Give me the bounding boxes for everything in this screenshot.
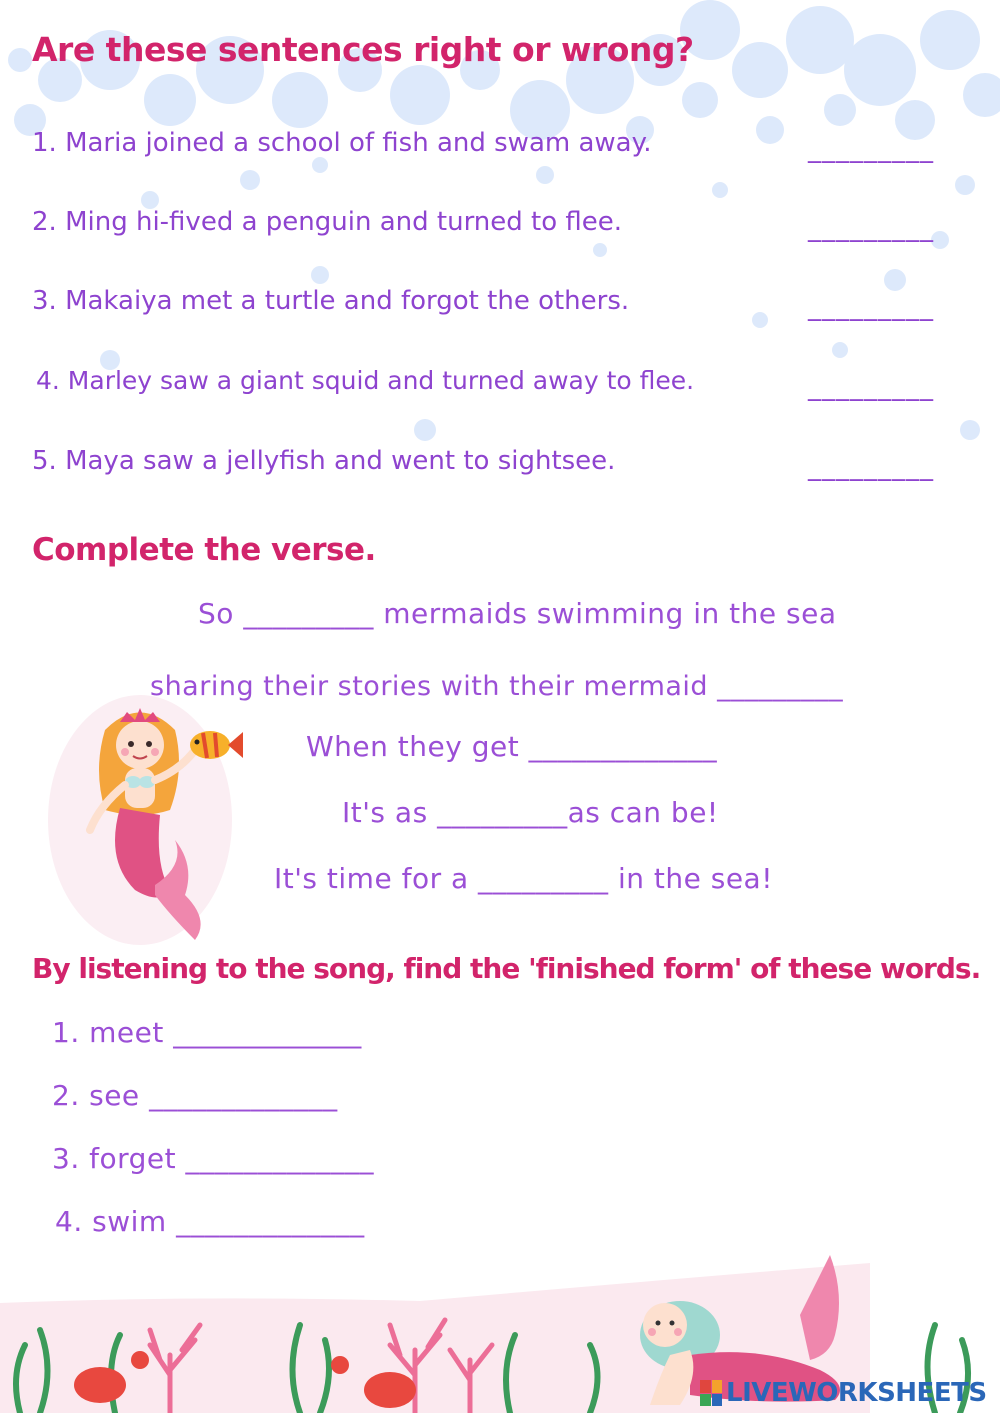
verse-line-5-before: It's time for a <box>274 862 479 895</box>
word-item-3 <box>52 1142 374 1175</box>
word-blank-2[interactable]: _____________ <box>149 1079 338 1112</box>
answer-blank-5[interactable]: _________ <box>808 452 934 482</box>
verse-line-1-after: mermaids swimming in the sea <box>373 597 837 630</box>
verse-line-3-before: When they get <box>306 730 529 763</box>
verse-line-2-before: sharing their stories with their mermaid <box>150 671 718 702</box>
verse-line-4 <box>342 796 719 829</box>
question-2: 2. Ming hi-fived a penguin and turned to flee. <box>32 207 623 237</box>
verse-line-2 <box>150 671 843 702</box>
brand-name: LIVEWORKSHEETS <box>726 1378 987 1408</box>
verse-blank-1[interactable]: _________ <box>243 597 374 630</box>
question-4: 4. Marley saw a giant squid and turned away to flee. <box>36 366 695 395</box>
section-title-finished-form: By listening to the song, find the 'finished form' of these words. <box>32 952 981 985</box>
answer-blank-2[interactable]: _________ <box>808 213 934 243</box>
verse-blank-5[interactable]: _________ <box>478 862 609 895</box>
word-label-forget: 3. forget <box>52 1142 177 1175</box>
verse-line-4-before: It's as <box>342 796 438 829</box>
liveworksheets-logo-icon <box>700 1380 722 1406</box>
answer-blank-1[interactable]: _________ <box>808 134 934 164</box>
word-blank-3[interactable]: _____________ <box>185 1142 375 1175</box>
answer-blank-4[interactable]: _________ <box>808 372 934 402</box>
word-item-2 <box>52 1079 338 1112</box>
word-blank-1[interactable]: _____________ <box>173 1016 362 1049</box>
question-5: 5. Maya saw a jellyfish and went to sightsee. <box>32 446 616 476</box>
word-blank-4[interactable]: _____________ <box>176 1205 365 1238</box>
verse-line-4-after: as can be! <box>567 796 719 829</box>
section-title-right-or-wrong: Are these sentences right or wrong? <box>32 30 694 69</box>
section-title-complete-verse: Complete the verse. <box>32 532 376 568</box>
word-label-see: 2. see <box>52 1079 140 1112</box>
question-1: 1. Maria joined a school of fish and swam away. <box>32 128 652 158</box>
word-label-swim: 4. swim <box>55 1205 167 1238</box>
verse-line-1-before: So <box>198 597 244 630</box>
word-item-1 <box>52 1016 362 1049</box>
verse-line-5-after: in the sea! <box>608 862 773 895</box>
word-label-meet: 1. meet <box>52 1016 164 1049</box>
verse-line-3 <box>306 730 717 763</box>
word-item-4 <box>55 1205 365 1238</box>
verse-line-5 <box>274 862 773 895</box>
liveworksheets-brand <box>700 1378 987 1408</box>
answer-blank-3[interactable]: _________ <box>808 292 934 322</box>
mermaid-with-fish-illustration <box>45 690 245 950</box>
verse-line-1 <box>198 597 836 630</box>
verse-blank-3[interactable]: _____________ <box>528 730 718 763</box>
question-3: 3. Makaiya met a turtle and forgot the others. <box>32 286 630 316</box>
verse-blank-2[interactable]: _________ <box>717 671 844 702</box>
verse-blank-4[interactable]: _________ <box>437 796 568 829</box>
